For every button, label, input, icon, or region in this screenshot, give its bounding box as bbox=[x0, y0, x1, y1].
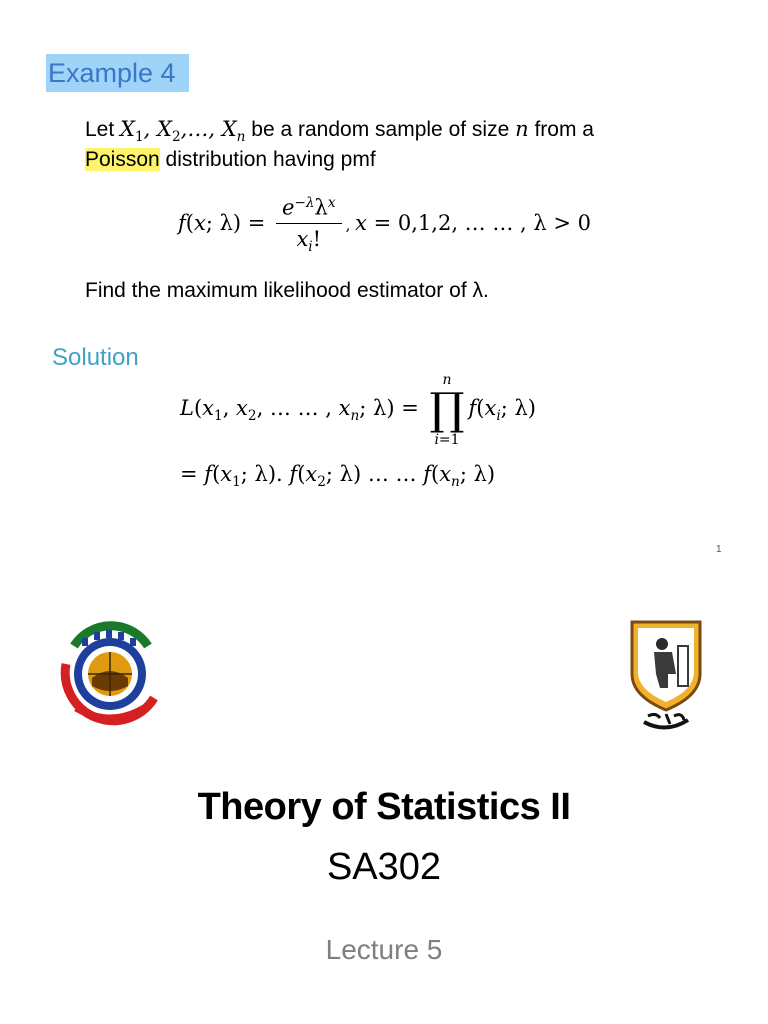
slide-2 bbox=[0, 580, 768, 1024]
problem-line-2: Poisson distribution having pmf bbox=[85, 148, 376, 171]
problem-line-1: Let $X_1$, $X_2,\dots$, $X_n$ be a random sample of size n from a bbox=[85, 117, 594, 145]
find-statement: Find the maximum likelihood estimator of λ. bbox=[85, 279, 489, 302]
cairo-university-logo-icon bbox=[626, 616, 706, 734]
sample-variables: $X_1$, $X_2,\dots$, $X_n$ bbox=[120, 117, 246, 145]
likelihood-expansion: = $f(x_1$; λ). $f(x_2$; λ) … … $f(x_n$; λ) bbox=[180, 462, 496, 490]
faculty-logo-icon bbox=[52, 612, 170, 730]
pmf-formula: f(x; λ) = $\frac{e^{-\lambda}\lambda^x}{x_i!}$ , x = 0,1,2, … … , λ > 0 bbox=[178, 195, 592, 255]
course-code: SA302 bbox=[326, 846, 442, 888]
page-number: 1 bbox=[716, 544, 722, 555]
course-title: Theory of Statistics II bbox=[197, 786, 571, 828]
lecture-label: Lecture 5 bbox=[325, 934, 443, 965]
product-operator: n ∏ i=1 bbox=[429, 372, 465, 448]
poisson-highlight: Poisson bbox=[85, 148, 160, 171]
solution-label: Solution bbox=[52, 344, 139, 371]
likelihood-definition: $L(x_1$, $x_2$, … … , $x_n$; λ) = n ∏ $i=1f(x_i$; λ) bbox=[180, 372, 536, 448]
example-title: Example 4 bbox=[46, 54, 189, 92]
